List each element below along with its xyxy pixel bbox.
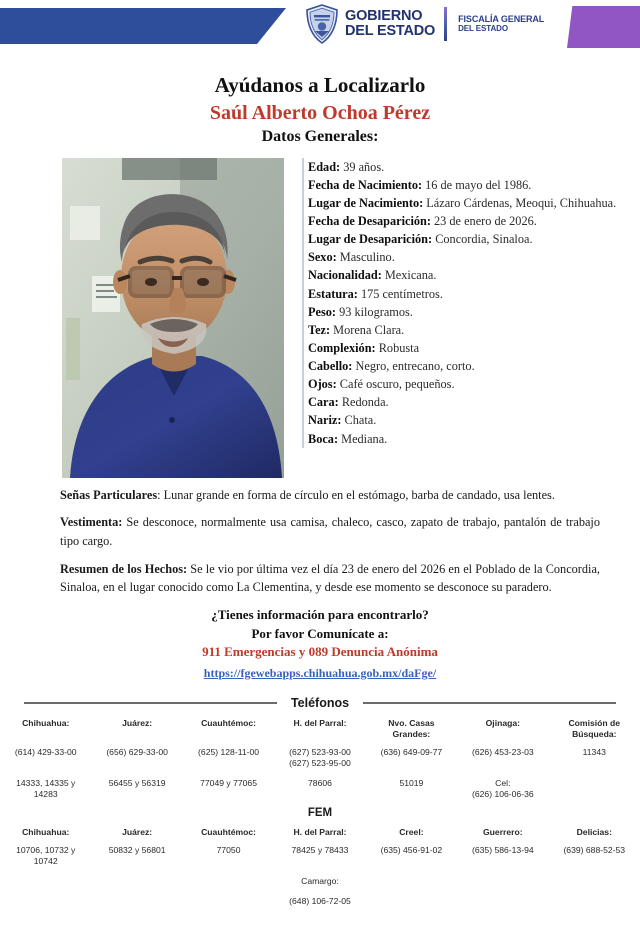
cta-question: ¿Tienes información para encontrarlo? bbox=[211, 607, 429, 623]
fiscalia-wordmark bbox=[458, 15, 544, 33]
person-info-section bbox=[0, 158, 640, 478]
header-blue-banner bbox=[0, 8, 286, 44]
paragraph-label: Señas Particulares bbox=[60, 487, 158, 502]
detail-row bbox=[308, 303, 634, 321]
missing-person-name: Saúl Alberto Ochoa Pérez bbox=[209, 101, 431, 124]
fem-column-header-creel: Creel: bbox=[399, 827, 424, 838]
phone-cell: 56455 y 56319 bbox=[108, 777, 166, 788]
telefonos-rule-right bbox=[363, 702, 616, 704]
paragraph-resumen-hechos bbox=[60, 560, 600, 597]
paragraph-label: Resumen de los Hechos: bbox=[60, 561, 188, 576]
phone-cell: 51019 bbox=[399, 777, 424, 788]
detail-row bbox=[308, 248, 634, 266]
detail-label: Complexión: bbox=[308, 340, 376, 355]
description-paragraphs bbox=[0, 486, 640, 597]
table-header-row bbox=[0, 716, 640, 742]
section-title-datos-generales: Datos Generales: bbox=[261, 128, 379, 146]
column-header-comision-busqueda: Comisión de Búsqueda: bbox=[568, 718, 621, 739]
detail-value: Mexicana. bbox=[384, 268, 437, 283]
paragraph-label: Vestimenta: bbox=[60, 515, 123, 530]
fem-phone-cell: (635) 456-91-02 bbox=[380, 844, 443, 855]
fem-title: FEM bbox=[307, 807, 333, 820]
fem-table bbox=[0, 825, 640, 911]
detail-value: Morena Clara. bbox=[333, 322, 405, 337]
telefonos-table bbox=[0, 716, 640, 805]
detail-value: Lázaro Cárdenas, Meoqui, Chihuahua. bbox=[426, 195, 617, 210]
phone-cell: (614) 429-33-00 bbox=[14, 746, 77, 757]
detail-label: Nariz: bbox=[308, 413, 342, 428]
fem-phone-cell: (639) 688-52-53 bbox=[563, 844, 626, 855]
detail-row bbox=[308, 393, 634, 411]
detail-value: Robusta bbox=[378, 340, 420, 355]
paragraph-senas-particulares bbox=[60, 486, 600, 505]
government-wordmark bbox=[345, 9, 435, 39]
detail-label: Nacionalidad: bbox=[308, 268, 382, 283]
header-purple-banner bbox=[567, 6, 640, 48]
detail-label: Fecha de Nacimiento: bbox=[308, 177, 423, 192]
fem-phone-cell: 77050 bbox=[216, 844, 241, 855]
detail-row bbox=[308, 321, 634, 339]
phone-cell bbox=[549, 774, 640, 805]
fem-phone-cell: 10706, 10732 y 10742 bbox=[16, 844, 76, 867]
detail-value: 39 años. bbox=[343, 159, 385, 174]
detail-row bbox=[308, 212, 634, 230]
detail-value: Mediana. bbox=[341, 431, 388, 446]
cta-communicate: Por favor Comunícate a: bbox=[251, 625, 389, 641]
detail-row bbox=[308, 430, 634, 448]
detail-value: Masculino. bbox=[339, 250, 395, 265]
phone-cell: (625) 128-11-00 bbox=[198, 746, 260, 757]
logo-line-del-estado: DEL ESTADO bbox=[345, 23, 436, 39]
column-header-parral: H. del Parral: bbox=[293, 718, 347, 729]
detail-value: Concordia, Sinaloa. bbox=[435, 232, 533, 247]
table-header-row bbox=[0, 825, 640, 841]
column-header-ojinaga: Ojinaga: bbox=[485, 718, 521, 729]
call-to-action bbox=[0, 606, 640, 684]
column-header-chihuahua: Chihuahua: bbox=[22, 718, 70, 729]
detail-value: Negro, entrecano, corto. bbox=[355, 359, 475, 374]
detail-row bbox=[308, 176, 634, 194]
detail-row bbox=[308, 230, 634, 248]
fem-column-header-delicias: Delicias: bbox=[576, 827, 612, 838]
table-row bbox=[0, 892, 640, 912]
detail-row bbox=[308, 266, 634, 284]
paragraph-text: Se desconoce, normalmente usa camisa, chaleco, casco, zapato de trabajo, pantalón de trabajo tipo cargo. bbox=[60, 515, 600, 549]
detail-label: Cara: bbox=[308, 395, 339, 410]
logo-divider bbox=[444, 7, 447, 41]
detail-value: 175 centímetros. bbox=[360, 286, 443, 301]
person-details-list bbox=[302, 158, 634, 448]
paragraph-text: Se le vio por última vez el día 23 de enero del 2026 en el Poblado de la Concordia, Sinaloa, en el lugar conocido como La Clementina, y desde ese momento se desconoce su paradero. bbox=[60, 561, 600, 595]
paragraph-separator: : bbox=[157, 487, 161, 502]
police-shield-icon bbox=[305, 4, 339, 44]
detail-label: Tez: bbox=[308, 322, 331, 337]
column-header-cuauhtemoc: Cuauhtémoc: bbox=[201, 718, 257, 729]
logo-line-fiscalia-estado: DEL ESTADO bbox=[458, 23, 508, 33]
phone-cell: Cel: (626) 106-06-36 bbox=[472, 777, 534, 800]
fem-extra-value: (648) 106-72-05 bbox=[289, 895, 351, 906]
table-row bbox=[0, 872, 640, 892]
page-title: Ayúdanos a Localizarlo bbox=[214, 73, 426, 97]
paragraph-vestimenta bbox=[60, 513, 600, 550]
detail-row bbox=[308, 411, 634, 429]
phone-cell: 11343 bbox=[582, 746, 606, 757]
detail-value: Redonda. bbox=[341, 395, 389, 410]
phone-cell: (656) 629-33-00 bbox=[106, 746, 168, 757]
fem-column-header-cuauhtemoc: Cuauhtémoc: bbox=[201, 827, 257, 838]
table-row bbox=[0, 743, 640, 774]
telefonos-header bbox=[24, 696, 616, 710]
logo-line-fiscalia: FISCALÍA GENERAL bbox=[458, 14, 545, 25]
cta-website-link[interactable]: https://fgewebapps.chihuahua.gob.mx/daFge/ bbox=[203, 665, 437, 680]
detail-row bbox=[308, 285, 634, 303]
cta-emergency-numbers: 911 Emergencias y 089 Denuncia Anónima bbox=[202, 644, 438, 660]
fem-column-header-chihuahua: Chihuahua: bbox=[22, 827, 70, 838]
detail-row bbox=[308, 375, 634, 393]
detail-row bbox=[308, 158, 634, 176]
fem-column-header-guerrero: Guerrero: bbox=[483, 827, 523, 838]
paragraph-text: Lunar grande en forma de círculo en el estómago, barba de candado, usa lentes. bbox=[160, 487, 555, 502]
detail-label: Peso: bbox=[308, 304, 336, 319]
detail-value: Café oscuro, pequeños. bbox=[339, 377, 455, 392]
phone-cell: (636) 649-09-77 bbox=[380, 746, 443, 757]
phone-cell: 77049 y 77065 bbox=[200, 777, 257, 788]
missing-person-photo bbox=[62, 158, 284, 478]
detail-value: 23 de enero de 2026. bbox=[434, 214, 537, 229]
fem-phone-cell: 50832 y 56801 bbox=[108, 844, 166, 855]
detail-label: Estatura: bbox=[308, 286, 358, 301]
poster-titles bbox=[0, 72, 640, 148]
detail-label: Edad: bbox=[308, 159, 341, 174]
page-header bbox=[0, 0, 640, 60]
fem-extra-label: Camargo: bbox=[301, 875, 339, 886]
fem-phone-cell: (635) 586-13-94 bbox=[472, 844, 534, 855]
column-header-casas-grandes: Nvo. Casas Grandes: bbox=[388, 718, 435, 739]
detail-label: Sexo: bbox=[308, 250, 337, 265]
phone-cell: (627) 523-93-00 (627) 523-95-00 bbox=[289, 746, 351, 769]
fem-phone-cell: 78425 y 78433 bbox=[291, 844, 349, 855]
detail-value: 93 kilogramos. bbox=[339, 304, 413, 319]
fem-column-header-parral: H. del Parral: bbox=[293, 827, 347, 838]
phone-cell: (626) 453-23-03 bbox=[472, 746, 534, 757]
telefonos-rule-left bbox=[24, 702, 277, 704]
detail-row bbox=[308, 357, 634, 375]
column-header-juarez: Juárez: bbox=[122, 718, 153, 729]
detail-value: 16 de mayo del 1986. bbox=[425, 177, 532, 192]
fem-column-header-juarez: Juárez: bbox=[122, 827, 153, 838]
government-logo bbox=[305, 4, 544, 44]
logo-line-gobierno: GOBIERNO bbox=[345, 8, 423, 25]
detail-row bbox=[308, 194, 634, 212]
detail-label: Ojos: bbox=[308, 377, 337, 392]
detail-label: Cabello: bbox=[308, 359, 353, 374]
phone-cell: 78606 bbox=[308, 777, 332, 788]
detail-label: Fecha de Desaparición: bbox=[308, 214, 431, 229]
table-row bbox=[0, 774, 640, 805]
detail-value: Chata. bbox=[344, 413, 377, 428]
detail-label: Lugar de Nacimiento: bbox=[308, 195, 424, 210]
detail-label: Boca: bbox=[308, 431, 339, 446]
table-row bbox=[0, 841, 640, 872]
detail-row bbox=[308, 339, 634, 357]
detail-label: Lugar de Desaparición: bbox=[308, 232, 433, 247]
phone-cell: 14333, 14335 y 14283 bbox=[16, 777, 76, 800]
telefonos-title: Teléfonos bbox=[290, 696, 350, 711]
